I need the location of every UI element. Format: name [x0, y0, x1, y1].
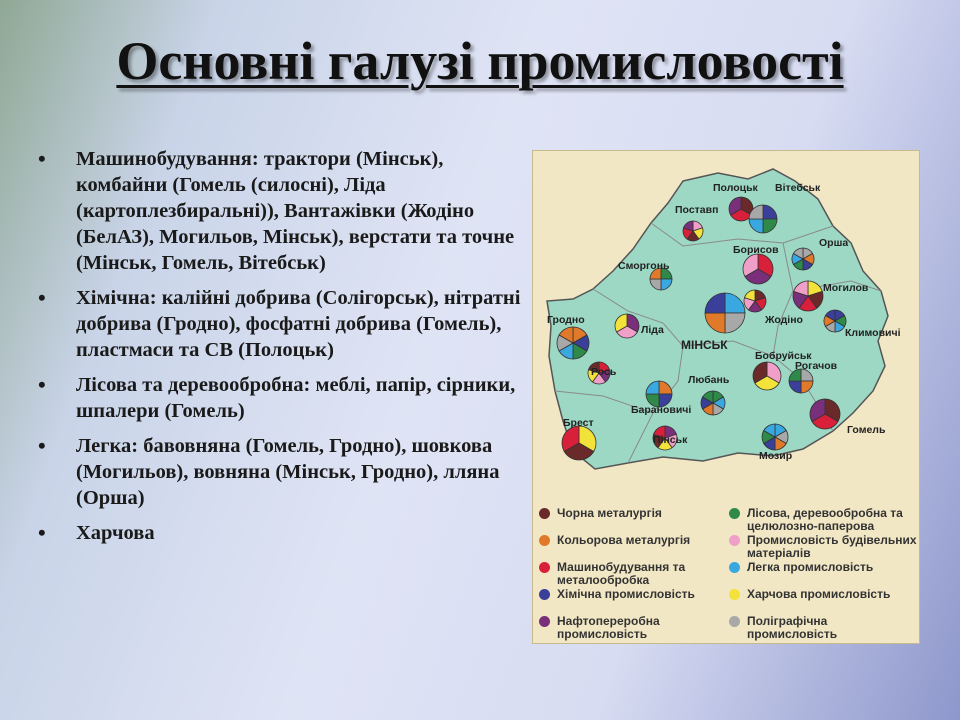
legend-swatch-icon: [539, 508, 550, 519]
legend-label: Поліграфічна промисловість: [747, 614, 838, 641]
bullet-dot-icon: •: [38, 433, 46, 458]
city-label: Любань: [688, 374, 730, 386]
city-label: Ліда: [641, 324, 664, 336]
city-label: Сморгонь: [618, 260, 670, 272]
city-label: Рогачов: [795, 360, 838, 372]
bullet-item: • Легка: бавовняна (Гомель, Гродно), шовкова (Могильов), вовняна (Мінськ, Гродно), лляна (Орша): [38, 433, 500, 509]
city-label: Вітебськ: [775, 182, 821, 194]
legend-label: Нафтопереробна промисловість: [557, 614, 660, 641]
belarus-map: [533, 151, 919, 499]
city-label: Пінськ: [653, 434, 688, 446]
legend-swatch-icon: [539, 616, 550, 627]
legend-swatch-icon: [539, 562, 550, 573]
legend-swatch-icon: [729, 562, 740, 573]
legend-label: Лісова, деревообробна та целюлозно-паперова: [747, 506, 903, 533]
legend-swatch-icon: [729, 535, 740, 546]
city-label: Гомель: [847, 424, 886, 436]
legend-label: Легка промисловість: [747, 560, 874, 574]
bullet-list: [34, 146, 524, 555]
city-label: Орша: [819, 237, 849, 249]
legend-label: Машинобудування та металообробка: [557, 560, 686, 587]
bullet-item: • Машинобудування: трактори (Мінськ), комбайни (Гомель (силосні), Ліда (картоплезбиральні)), Вантажівки (Жодіно (БелАЗ), Могильов, Мінськ), верстати та точне (Мінськ, Гомель, Вітебськ): [38, 146, 515, 274]
legend-label: Кольорова металургія: [557, 533, 691, 547]
bullet-dot-icon: •: [38, 285, 46, 310]
city-label: Барановичі: [631, 404, 692, 416]
bullet-dot-icon: •: [38, 520, 46, 545]
legend-swatch-icon: [729, 616, 740, 627]
bullet-dot-icon: •: [38, 146, 46, 171]
bullet-item: • Харчова: [38, 520, 155, 545]
city-label: Борисов: [733, 244, 779, 256]
legend-label: Харчова промисловість: [747, 587, 891, 601]
city-label: Климовичі: [845, 327, 901, 339]
legend-label: Промисловість будівельних матеріалів: [747, 533, 917, 560]
legend-swatch-icon: [539, 535, 550, 546]
city-label: Гродно: [547, 314, 585, 326]
legend-swatch-icon: [539, 589, 550, 600]
bullet-item: • Хімічна: калійні добрива (Солігорськ), нітратні добрива (Гродно), фосфатні добрива (Гомель), пластмаси та СВ (Полоцьк): [38, 285, 521, 361]
city-label: МІНСЬК: [681, 338, 728, 352]
map-legend: [533, 499, 919, 643]
legend-label: Хімічна промисловість: [557, 587, 695, 601]
city-label: Брест: [563, 417, 594, 429]
bullet-dot-icon: •: [38, 372, 46, 397]
legend-label: Чорна металургія: [557, 506, 662, 520]
city-marker: [562, 417, 596, 460]
city-label: Могилов: [823, 282, 869, 294]
city-label: Рось: [591, 366, 617, 378]
city-label: Поставп: [675, 204, 719, 216]
industry-map: [532, 150, 920, 644]
legend-swatch-icon: [729, 589, 740, 600]
bullet-item: • Лісова та деревообробна: меблі, папір, сірники, шпалери (Гомель): [38, 372, 516, 422]
slide-title: Основні галузі промисловості: [116, 31, 844, 91]
legend-swatch-icon: [729, 508, 740, 519]
city-label: Мозир: [759, 450, 793, 462]
city-label: Жодіно: [765, 314, 803, 326]
city-label: Бобруйськ: [755, 350, 812, 362]
city-label: Полоцьк: [713, 182, 758, 194]
